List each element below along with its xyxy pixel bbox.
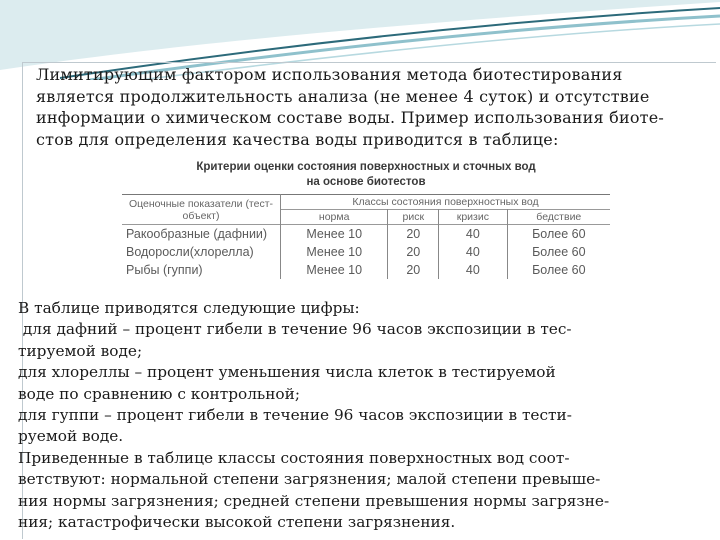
cell: Более 60 [507,261,610,279]
header-class-risk: риск [388,210,439,225]
cell: Менее 10 [281,225,388,244]
body-line: ния нормы загрязнения; средней степени превышения нормы загрязне- [18,491,610,510]
table-row [122,225,610,244]
cell: Более 60 [507,243,610,261]
table-row [122,243,610,261]
biotest-table [122,194,610,279]
body-line: ветствуют: нормальной степени загрязнения; малой степени превыше- [18,470,601,489]
cell: 40 [439,261,507,279]
table-caption-line1: Критерии оценки состояния поверхностных и сточных вод [196,161,536,173]
table-row [122,261,610,279]
header-classes: Классы состояния поверхностных вод [281,195,611,210]
intro-paragraph [36,64,686,150]
body-line: для гуппи – процент гибели в течение 96 часов экспозиции в тести- [18,406,572,425]
cell: 20 [388,243,439,261]
row-label: Рыбы (гуппи) [126,263,203,277]
intro-line: информации о химическом составе воды. Пример использования биоте- [36,108,664,127]
body-line: тируемой воде; [18,341,143,360]
body-line: руемой воде. [18,427,124,446]
body-line: для дафний – процент гибели в течение 96 часов экспозиции в тес- [18,320,572,339]
header-class-disaster: бедствие [507,210,610,225]
header-indicators: Оценочные показатели (тест-объект) [128,197,274,222]
row-label: Водоросли(хлорелла) [126,245,254,259]
cell: 40 [439,243,507,261]
table-caption-line2: на основе биотестов [306,176,426,188]
cell: 40 [439,225,507,244]
body-line: воде по сравнению с контрольной; [18,384,300,403]
cell: 20 [388,261,439,279]
body-line: В таблице приводятся следующие цифры: [18,299,360,317]
row-label: Ракообразные (дафнии) [126,227,268,241]
body-line: Приведенные в таблице классы состояния поверхностных вод соот- [18,448,570,467]
body-line: для хлореллы – процент уменьшения числа клеток в тестируемой [18,363,556,382]
header-class-crisis: кризис [439,210,507,225]
biotest-table-figure [122,160,610,300]
body-line: ния; катастрофически высокой степени загрязнения. [18,513,456,532]
header-class-norm: норма [281,210,388,225]
cell: Менее 10 [281,261,388,279]
intro-line: является продолжительность анализа (не менее 4 суток) и отсутствие [36,86,650,106]
cell: 20 [388,225,439,244]
cell: Менее 10 [281,243,388,261]
cell: Более 60 [507,225,610,244]
intro-line: стов для определения качества воды приводится в таблице: [36,129,559,149]
intro-line: Лимитирующим фактором использования метода биотестирования [36,65,623,84]
explanation-paragraph [18,298,628,533]
